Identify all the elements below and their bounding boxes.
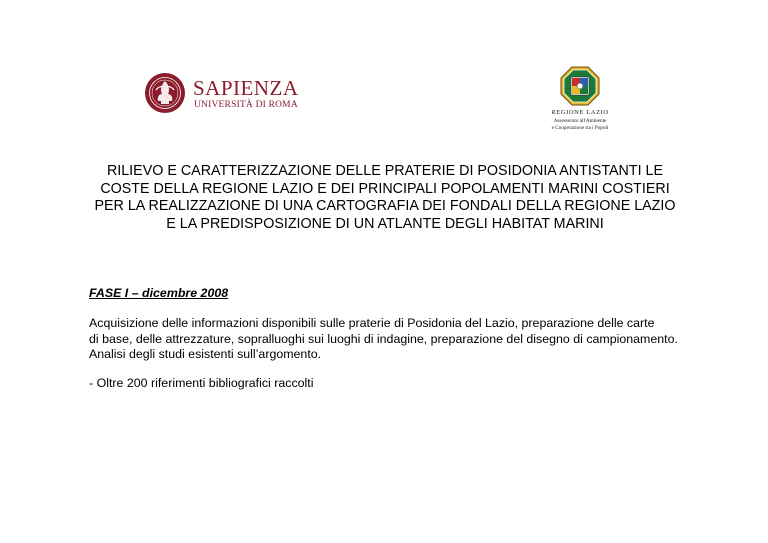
regione-lazio-logo xyxy=(540,66,620,132)
description-line: Analisi degli studi esistenti sull’argomento. xyxy=(89,347,322,362)
sapienza-seal-icon xyxy=(144,72,186,114)
references-note: - Oltre 200 riferimenti bibliografici raccolti xyxy=(89,376,314,390)
document-title xyxy=(70,163,700,233)
sapienza-logo xyxy=(144,72,299,116)
description-line: di base, delle attrezzature, sopralluoghi sui luoghi di indagine, preparazione del disegno di campionamento. xyxy=(89,331,678,346)
phase-heading: FASE I – dicembre 2008 xyxy=(89,286,229,300)
title-line: PER LA REALIZZAZIONE DI UNA CARTOGRAFIA DEI FONDALI DELLA REGIONE LAZIO xyxy=(94,198,676,215)
title-line: E LA PREDISPOSIZIONE DI UN ATLANTE DEGLI HABITAT MARINI xyxy=(166,215,604,232)
regione-lazio-line3: e Cooperazione tra i Popoli xyxy=(551,125,609,131)
regione-lazio-name: REGIONE LAZIO xyxy=(551,109,609,116)
regione-lazio-crest-icon xyxy=(560,66,600,106)
sapienza-name: SAPIENZA xyxy=(193,76,299,100)
title-line: COSTE DELLA REGIONE LAZIO E DEI PRINCIPALI POPOLAMENTI MARINI COSTIERI xyxy=(100,180,670,197)
sapienza-subtitle: UNIVERSITÀ DI ROMA xyxy=(194,100,298,110)
title-line: RILIEVO E CARATTERIZZAZIONE DELLE PRATERIE DI POSIDONIA ANTISTANTI LE xyxy=(106,163,664,179)
description-line: Acquisizione delle informazioni disponibili sulle praterie di Posidonia del Lazio, preparazione delle carte xyxy=(89,316,655,330)
phase-description xyxy=(89,316,729,363)
regione-lazio-line2: Assessorato all'Ambiente xyxy=(553,118,607,124)
